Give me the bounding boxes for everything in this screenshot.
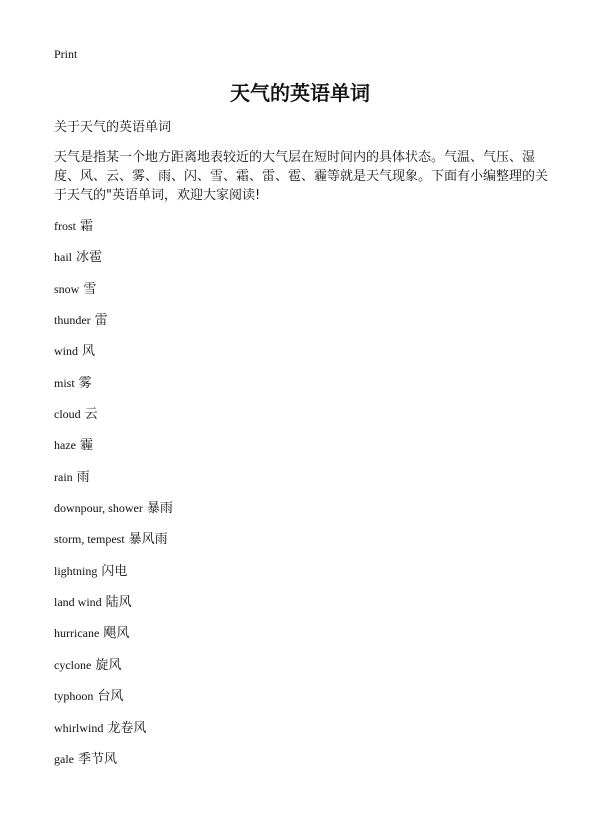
vocab-english: frost <box>54 219 76 233</box>
vocab-english: typhoon <box>54 689 94 704</box>
vocab-chinese: 雷 <box>94 313 108 329</box>
list-item <box>54 561 173 592</box>
list-item <box>54 373 173 404</box>
vocab-chinese: 闪电 <box>101 563 128 579</box>
vocab-english: cyclone <box>54 657 92 672</box>
vocab-chinese: 冰雹 <box>76 250 103 266</box>
vocab-chinese: 暴雨 <box>146 501 173 517</box>
print-link[interactable]: Print <box>54 47 78 61</box>
vocab-chinese: 季节风 <box>78 751 118 767</box>
list-item <box>54 279 173 310</box>
vocab-english: thunder <box>54 313 91 328</box>
vocab-english: land wind <box>54 595 102 610</box>
vocab-chinese: 台风 <box>97 689 124 705</box>
vocab-chinese: 霾 <box>79 438 93 454</box>
list-item <box>54 529 173 560</box>
vocab-english: gale <box>54 751 74 766</box>
list-item <box>54 655 173 686</box>
vocab-english: snow <box>54 281 80 296</box>
list-item <box>54 498 173 529</box>
list-item <box>54 310 173 341</box>
vocab-english: haze <box>54 438 76 453</box>
list-item <box>54 216 173 247</box>
list-item <box>54 467 173 498</box>
list-item <box>54 623 173 654</box>
vocab-chinese: 暴风雨 <box>128 532 168 548</box>
vocab-english: downpour, shower <box>54 501 143 516</box>
vocabulary-list <box>54 216 173 780</box>
vocab-english: whirlwind <box>54 720 104 735</box>
vocab-english: lightning <box>54 563 98 578</box>
vocab-english: hurricane <box>54 626 100 641</box>
list-item <box>54 247 173 278</box>
vocab-chinese: 陆风 <box>105 595 132 611</box>
vocab-chinese: 雾 <box>78 375 92 391</box>
article-subtitle: 关于天气的英语单词 <box>54 120 172 135</box>
list-item <box>54 341 173 372</box>
vocab-english: hail <box>54 250 72 265</box>
vocab-english: rain <box>54 469 73 484</box>
vocab-chinese: 龙卷风 <box>107 720 147 736</box>
vocab-english: mist <box>54 375 75 390</box>
vocab-chinese: 风 <box>82 344 96 360</box>
vocab-chinese: 飓风 <box>103 626 130 642</box>
vocab-chinese: 旋风 <box>95 657 122 673</box>
list-item <box>54 592 173 623</box>
intro-paragraph: 天气是指某一个地方距离地表较近的大气层在短时间内的具体状态。气温、气压、湿度、风、云、雾、雨、闪、雪、霜、雷、雹、霾等就是天气现象。下面有小编整理的关于天气的"英语单词，欢迎大家阅读! <box>54 150 549 203</box>
page-title: 天气的英语单词 <box>230 81 370 105</box>
vocab-chinese: 云 <box>84 407 98 423</box>
vocab-english: storm, tempest <box>54 532 125 547</box>
vocab-chinese: 雪 <box>83 281 97 297</box>
list-item <box>54 718 173 749</box>
list-item <box>54 686 173 717</box>
vocab-english: wind <box>54 344 78 359</box>
vocab-chinese: 霜 <box>80 219 94 234</box>
list-item <box>54 749 173 780</box>
vocab-english: cloud <box>54 407 81 422</box>
list-item <box>54 435 173 466</box>
vocab-chinese: 雨 <box>76 469 90 485</box>
list-item <box>54 404 173 435</box>
